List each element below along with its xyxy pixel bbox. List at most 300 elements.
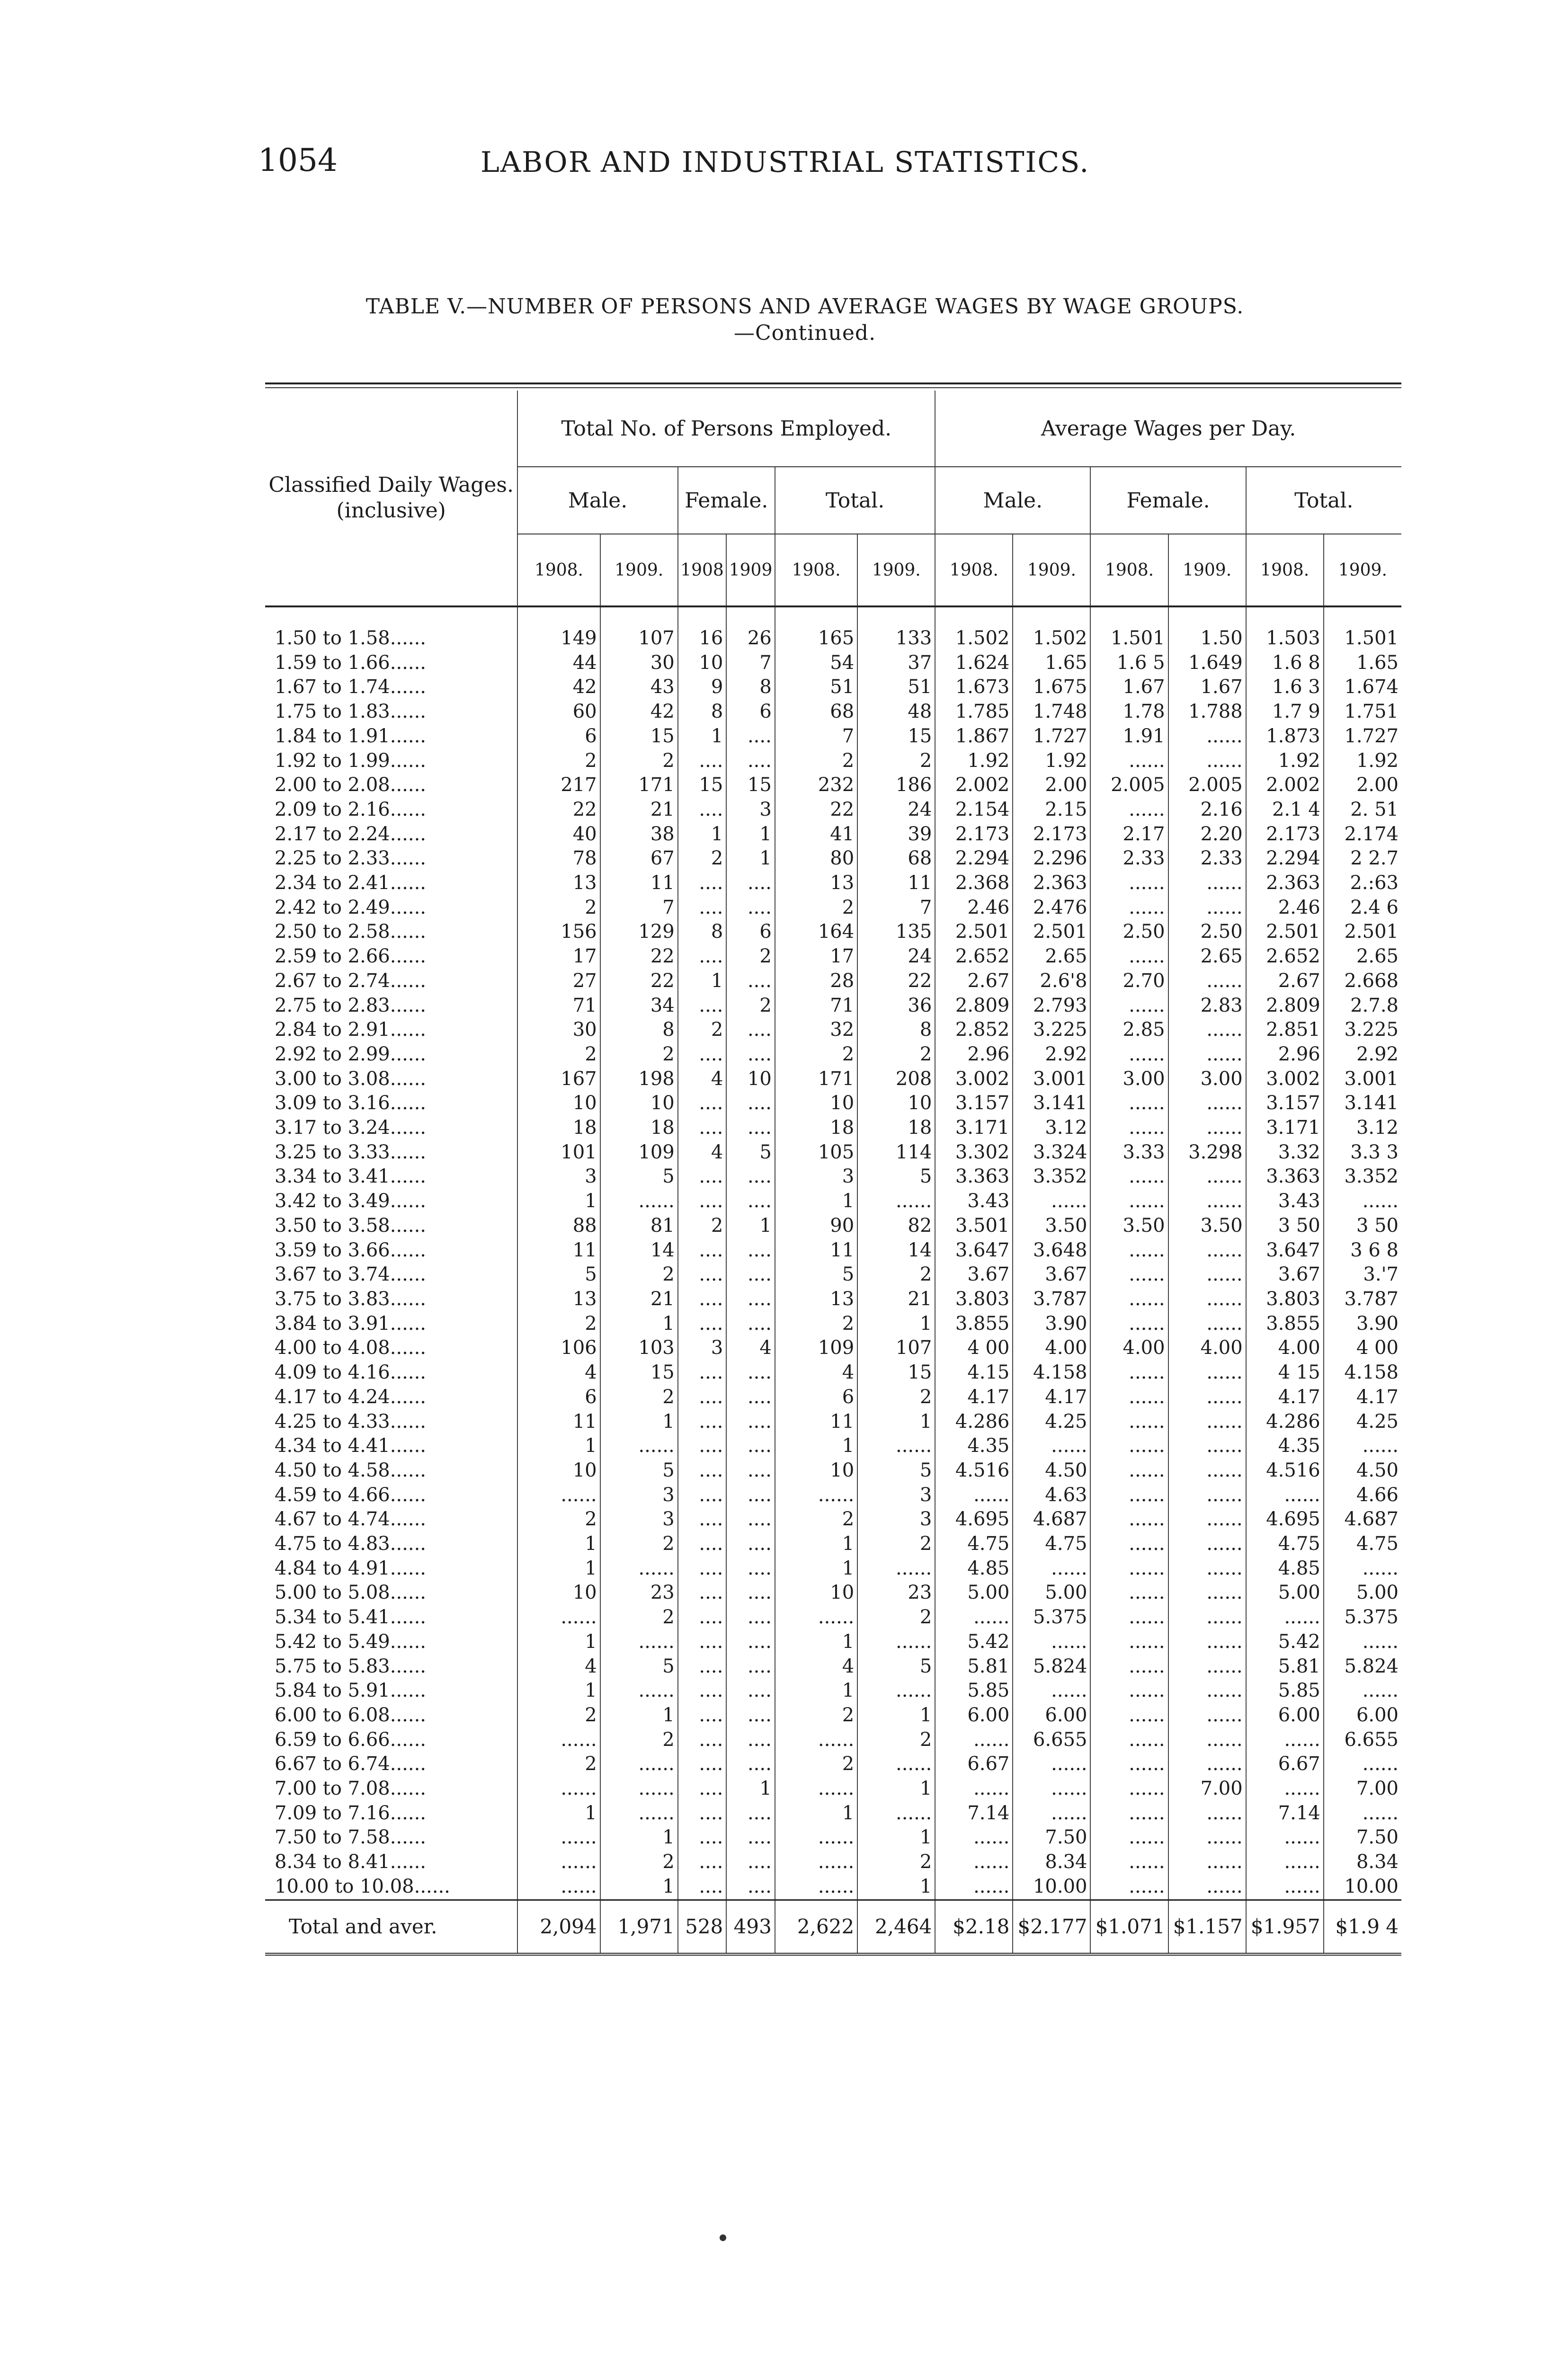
persons-cell: 2 — [857, 1042, 935, 1067]
persons-cell: 32 — [775, 1018, 857, 1042]
persons-cell: .... — [678, 1752, 727, 1777]
wage-cell: ...... — [1090, 1655, 1168, 1679]
wage-cell: ...... — [1168, 1018, 1246, 1042]
table-row — [265, 896, 1401, 920]
wage-cell: 1.6 8 — [1246, 651, 1324, 676]
persons-cell: 1 — [775, 1801, 857, 1826]
table-row — [265, 749, 1401, 774]
wage-cell: ...... — [1168, 1850, 1246, 1875]
wage-cell: ...... — [1246, 1605, 1324, 1630]
table-row — [265, 1679, 1401, 1703]
persons-cell: .... — [726, 1875, 775, 1900]
bottom-dot — [720, 2234, 726, 2241]
persons-cell: 1 — [600, 1703, 678, 1728]
wage-cell: 2.92 — [1013, 1042, 1090, 1067]
wage-cell: ...... — [935, 1875, 1013, 1900]
persons-cell: 27 — [517, 969, 600, 994]
wage-cell: 6.67 — [1246, 1752, 1324, 1777]
persons-cell: ...... — [775, 1875, 857, 1900]
persons-cell: .... — [678, 1728, 727, 1753]
table-row — [265, 1091, 1401, 1116]
wage-cell: ...... — [1090, 749, 1168, 774]
persons-cell: .... — [726, 1042, 775, 1067]
wage-cell: ...... — [1168, 1532, 1246, 1557]
wage-cell: 2.174 — [1324, 822, 1401, 847]
wage-cell: 2.002 — [935, 773, 1013, 798]
total-cell: 2,094 — [517, 1900, 600, 1954]
table-row — [265, 1655, 1401, 1679]
persons-cell: 156 — [517, 920, 600, 944]
wage-cell: ...... — [1090, 944, 1168, 969]
wage-range-label: 5.34 to 5.41...... — [275, 1606, 426, 1628]
wage-range-label: 2.50 to 2.58...... — [275, 921, 426, 943]
wage-cell: 2.17 — [1090, 822, 1168, 847]
persons-cell: .... — [726, 1165, 775, 1189]
wage-cell: 5.85 — [935, 1679, 1013, 1703]
year-header: 1909. — [1013, 534, 1090, 606]
wage-cell: 2.363 — [1013, 871, 1090, 896]
total-cell: $2.177 — [1013, 1900, 1090, 1954]
persons-cell: 11 — [775, 1410, 857, 1434]
persons-cell: 5 — [600, 1655, 678, 1679]
wage-cell: 3.157 — [935, 1091, 1013, 1116]
persons-cell: 22 — [857, 969, 935, 994]
persons-cell: 2 — [600, 1042, 678, 1067]
wage-range-label: 2.17 to 2.24...... — [275, 823, 426, 845]
persons-cell: 2 — [517, 749, 600, 774]
persons-cell: ...... — [600, 1434, 678, 1459]
wage-cell: 2.173 — [1013, 822, 1090, 847]
wage-cell: ...... — [1090, 1459, 1168, 1483]
persons-cell: 4 — [517, 1361, 600, 1385]
group-header-persons: Total No. of Persons Employed. — [517, 391, 935, 467]
persons-cell: 80 — [775, 846, 857, 871]
persons-cell: .... — [678, 944, 727, 969]
persons-cell: 15 — [726, 773, 775, 798]
persons-cell: 10 — [678, 651, 727, 676]
persons-cell: .... — [726, 724, 775, 749]
persons-cell: 2 — [775, 749, 857, 774]
persons-cell: 13 — [775, 1287, 857, 1312]
persons-cell: .... — [678, 1507, 727, 1532]
wage-cell: 2.00 — [1324, 773, 1401, 798]
year-header: 1908. — [775, 534, 857, 606]
year-header: 1909. — [1324, 534, 1401, 606]
wage-cell: 2.501 — [1324, 920, 1401, 944]
wage-cell: 1.751 — [1324, 700, 1401, 724]
table-row — [265, 1581, 1401, 1605]
wage-cell: ...... — [1090, 1165, 1168, 1189]
wage-cell: ...... — [1090, 1263, 1168, 1287]
persons-cell: .... — [678, 1116, 727, 1140]
wage-cell: ...... — [1168, 969, 1246, 994]
wage-cell: ...... — [1324, 1630, 1401, 1655]
wage-cell: 2.67 — [935, 969, 1013, 994]
wage-cell: ...... — [1246, 1483, 1324, 1508]
persons-cell: 1 — [857, 1777, 935, 1801]
persons-cell: 2 — [857, 1605, 935, 1630]
table-row — [265, 846, 1401, 871]
persons-cell: 42 — [517, 675, 600, 700]
persons-cell: 4 — [775, 1655, 857, 1679]
wage-cell: 4.25 — [1324, 1410, 1401, 1434]
persons-cell: ...... — [857, 1752, 935, 1777]
persons-cell: 3 — [857, 1483, 935, 1508]
wage-cell: 4.158 — [1324, 1361, 1401, 1385]
wage-cell: 2.501 — [1246, 920, 1324, 944]
wage-cell: ...... — [1246, 1728, 1324, 1753]
wage-cell: 3 50 — [1324, 1214, 1401, 1238]
wage-cell: 3.225 — [1324, 1018, 1401, 1042]
persons-cell: 10 — [775, 1581, 857, 1605]
wage-cell: 4.516 — [935, 1459, 1013, 1483]
persons-cell: 10 — [857, 1091, 935, 1116]
wage-cell: 10.00 — [1013, 1875, 1090, 1900]
persons-cell: 103 — [600, 1336, 678, 1361]
total-cell: $1.957 — [1246, 1900, 1324, 1954]
wage-cell: 3.67 — [1246, 1263, 1324, 1287]
wage-cell: ...... — [1090, 1483, 1168, 1508]
table-row — [265, 1312, 1401, 1336]
persons-cell: .... — [678, 871, 727, 896]
wage-cell: 4.286 — [1246, 1410, 1324, 1434]
year-header: 1908. — [1246, 534, 1324, 606]
wage-cell: 1.649 — [1168, 651, 1246, 676]
persons-cell: 1 — [600, 1875, 678, 1900]
persons-cell: ...... — [517, 1850, 600, 1875]
wage-cell: 1.748 — [1013, 700, 1090, 724]
persons-cell: 1 — [517, 1801, 600, 1826]
wage-cell: 2.501 — [935, 920, 1013, 944]
wage-cell: 3.67 — [1013, 1263, 1090, 1287]
persons-cell: .... — [678, 1263, 727, 1287]
wage-cell: ...... — [1168, 1679, 1246, 1703]
wage-cell: 3 50 — [1246, 1214, 1324, 1238]
persons-cell: 6 — [726, 700, 775, 724]
wage-cell: 5.00 — [1324, 1581, 1401, 1605]
wage-range-label: 3.09 to 3.16...... — [275, 1092, 426, 1114]
persons-cell: 106 — [517, 1336, 600, 1361]
persons-cell: .... — [678, 1189, 727, 1214]
wage-range-label: 3.59 to 3.66...... — [275, 1239, 426, 1261]
persons-cell: .... — [678, 1801, 727, 1826]
year-header: 1909. — [600, 534, 678, 606]
wage-cell: ...... — [1090, 1361, 1168, 1385]
wage-cell: 3.43 — [1246, 1189, 1324, 1214]
wage-cell: ...... — [1324, 1752, 1401, 1777]
persons-cell: 1 — [857, 1703, 935, 1728]
persons-cell: 1 — [775, 1434, 857, 1459]
persons-cell: 48 — [857, 700, 935, 724]
wage-cell: ...... — [1324, 1801, 1401, 1826]
persons-cell: 44 — [517, 651, 600, 676]
persons-cell: 105 — [775, 1140, 857, 1165]
wage-cell: ...... — [935, 1825, 1013, 1850]
persons-cell: .... — [726, 1361, 775, 1385]
wage-cell: ...... — [1168, 1434, 1246, 1459]
persons-cell: .... — [678, 1042, 727, 1067]
wage-cell: 3.'7 — [1324, 1263, 1401, 1287]
persons-cell: 23 — [600, 1581, 678, 1605]
persons-cell: 30 — [517, 1018, 600, 1042]
wage-cell: ...... — [1168, 1728, 1246, 1753]
persons-cell: 8 — [678, 920, 727, 944]
persons-cell: 109 — [775, 1336, 857, 1361]
wage-cell: ...... — [1090, 871, 1168, 896]
wage-range-label: 3.50 to 3.58...... — [275, 1214, 426, 1237]
total-cell: $1.157 — [1168, 1900, 1246, 1954]
wage-cell: 2.46 — [935, 896, 1013, 920]
persons-cell: 15 — [857, 1361, 935, 1385]
wage-cell: ...... — [1246, 1850, 1324, 1875]
table-row — [265, 606, 1401, 651]
persons-cell: 11 — [775, 1238, 857, 1263]
wage-cell: 8.34 — [1324, 1850, 1401, 1875]
wage-range-label: 1.75 to 1.83...... — [275, 701, 426, 723]
wage-cell: ...... — [1168, 1557, 1246, 1581]
persons-cell: 3 — [775, 1165, 857, 1189]
wage-cell: 3.647 — [1246, 1238, 1324, 1263]
wage-cell: ...... — [1168, 1361, 1246, 1385]
persons-cell: 51 — [857, 675, 935, 700]
wage-cell: ...... — [1324, 1189, 1401, 1214]
persons-cell: .... — [726, 1116, 775, 1140]
persons-cell: 1 — [857, 1410, 935, 1434]
persons-cell: 10 — [517, 1091, 600, 1116]
wage-range-label: 2.84 to 2.91...... — [275, 1019, 426, 1041]
persons-cell: 164 — [775, 920, 857, 944]
wage-cell: 2.793 — [1013, 994, 1090, 1018]
year-header: 1908. — [517, 534, 600, 606]
persons-cell: 217 — [517, 773, 600, 798]
wage-cell: ...... — [1168, 1263, 1246, 1287]
wage-cell: 2.002 — [1246, 773, 1324, 798]
persons-cell: 11 — [857, 871, 935, 896]
wage-range-label: 2.25 to 2.33...... — [275, 847, 426, 870]
wage-cell: ...... — [1168, 1385, 1246, 1410]
wage-cell: 4.17 — [935, 1385, 1013, 1410]
table-row — [265, 1140, 1401, 1165]
persons-cell: 21 — [600, 1287, 678, 1312]
wage-cell: ...... — [1168, 1312, 1246, 1336]
persons-cell: 198 — [600, 1067, 678, 1092]
wage-cell: 5.375 — [1324, 1605, 1401, 1630]
wage-cell: 1.501 — [1090, 606, 1168, 651]
persons-cell: 60 — [517, 700, 600, 724]
wage-cell: 1.502 — [1013, 606, 1090, 651]
persons-cell: 3 — [600, 1507, 678, 1532]
wage-range-label: 4.67 to 4.74...... — [275, 1508, 426, 1531]
persons-cell: 2 — [517, 1042, 600, 1067]
wage-cell: 6.00 — [1246, 1703, 1324, 1728]
persons-cell: 2 — [517, 896, 600, 920]
persons-cell: 1 — [600, 1312, 678, 1336]
sub-header-persons-male: Male. — [517, 467, 677, 534]
persons-cell: ...... — [517, 1875, 600, 1900]
persons-cell: .... — [678, 1777, 727, 1801]
wage-cell: ...... — [935, 1850, 1013, 1875]
persons-cell: 135 — [857, 920, 935, 944]
wage-cell: 5.85 — [1246, 1679, 1324, 1703]
wage-range-label: 3.75 to 3.83...... — [275, 1288, 426, 1310]
wage-cell: 3.803 — [1246, 1287, 1324, 1312]
wage-cell: 1.785 — [935, 700, 1013, 724]
wage-cell: ...... — [1168, 1605, 1246, 1630]
wage-cell: 2.363 — [1246, 871, 1324, 896]
wage-cell: 4.75 — [1246, 1532, 1324, 1557]
wage-range-label: 1.50 to 1.58...... — [275, 627, 426, 649]
wage-cell: 2.173 — [1246, 822, 1324, 847]
wage-cell: 2.85 — [1090, 1018, 1168, 1042]
persons-cell: .... — [678, 1703, 727, 1728]
stub-header: Classified Daily Wages. (inclusive) — [265, 391, 517, 606]
wage-cell: 2.96 — [1246, 1042, 1324, 1067]
table-row — [265, 1214, 1401, 1238]
wage-cell: 2.7.8 — [1324, 994, 1401, 1018]
table-row — [265, 1165, 1401, 1189]
persons-cell: 9 — [678, 675, 727, 700]
wage-cell: ...... — [1168, 1507, 1246, 1532]
persons-cell: 71 — [775, 994, 857, 1018]
wage-cell: 4.35 — [1246, 1434, 1324, 1459]
wage-cell: 5.00 — [1013, 1581, 1090, 1605]
persons-cell: 1 — [726, 846, 775, 871]
wage-cell: 1.67 — [1090, 675, 1168, 700]
wage-cell: ...... — [1013, 1679, 1090, 1703]
wage-cell: 3.647 — [935, 1238, 1013, 1263]
year-header: 1909. — [857, 534, 935, 606]
persons-cell: .... — [726, 1459, 775, 1483]
persons-cell: 2 — [678, 846, 727, 871]
wage-cell: 3.855 — [935, 1312, 1013, 1336]
wage-cell: 3.00 — [1168, 1067, 1246, 1092]
wage-cell: ...... — [1168, 724, 1246, 749]
persons-cell: 90 — [775, 1214, 857, 1238]
persons-cell: 37 — [857, 651, 935, 676]
persons-cell: .... — [678, 1850, 727, 1875]
wage-range-label: 3.25 to 3.33...... — [275, 1141, 426, 1163]
persons-cell: .... — [678, 798, 727, 822]
wage-range-label: 4.17 to 4.24...... — [275, 1386, 426, 1408]
table-row — [265, 1557, 1401, 1581]
wage-cell: 2.851 — [1246, 1018, 1324, 1042]
wage-cell: ...... — [1090, 1630, 1168, 1655]
wage-range-label: 1.92 to 1.99...... — [275, 749, 426, 772]
table-body — [265, 606, 1401, 1900]
wage-cell: 2.92 — [1324, 1042, 1401, 1067]
wage-cell: ...... — [935, 1605, 1013, 1630]
persons-cell: 3 — [678, 1336, 727, 1361]
persons-cell: 1 — [857, 1825, 935, 1850]
wage-cell: 2.4 6 — [1324, 896, 1401, 920]
persons-cell: 1 — [857, 1312, 935, 1336]
wage-cell: 2.368 — [935, 871, 1013, 896]
wage-cell: 6.00 — [1324, 1703, 1401, 1728]
persons-cell: .... — [726, 1091, 775, 1116]
wage-range-label: 4.34 to 4.41...... — [275, 1435, 426, 1457]
wage-cell: ...... — [935, 1728, 1013, 1753]
persons-cell: 2 — [678, 1214, 727, 1238]
wage-range-label: 4.75 to 4.83...... — [275, 1533, 426, 1555]
persons-cell: 1 — [775, 1679, 857, 1703]
wage-range-label: 4.84 to 4.91...... — [275, 1557, 426, 1579]
wage-cell: 5.00 — [1246, 1581, 1324, 1605]
wage-cell: 6.655 — [1324, 1728, 1401, 1753]
persons-cell: 54 — [775, 651, 857, 676]
persons-cell: 21 — [600, 798, 678, 822]
wage-cell: 1.6 3 — [1246, 675, 1324, 700]
persons-cell: 10 — [517, 1459, 600, 1483]
persons-cell: 2 — [600, 1728, 678, 1753]
table-row — [265, 700, 1401, 724]
persons-cell: 71 — [517, 994, 600, 1018]
persons-cell: 28 — [775, 969, 857, 994]
persons-cell: 1 — [775, 1630, 857, 1655]
table-row — [265, 1850, 1401, 1875]
persons-cell: 51 — [775, 675, 857, 700]
persons-cell: 2 — [775, 1507, 857, 1532]
persons-cell: 107 — [600, 606, 678, 651]
wage-cell: 2.16 — [1168, 798, 1246, 822]
wage-cell: 1.92 — [1324, 749, 1401, 774]
wage-cell: ...... — [1168, 1165, 1246, 1189]
wage-cell: 1.673 — [935, 675, 1013, 700]
persons-cell: ...... — [775, 1777, 857, 1801]
persons-cell: ...... — [600, 1752, 678, 1777]
year-header: 1908 — [678, 534, 727, 606]
wage-cell: ...... — [1090, 1091, 1168, 1116]
wage-cell: 2.652 — [1246, 944, 1324, 969]
persons-cell: 4 — [775, 1361, 857, 1385]
wage-cell: ...... — [1168, 1189, 1246, 1214]
sub-header-wages-male: Male. — [935, 467, 1090, 534]
persons-cell: 16 — [678, 606, 727, 651]
persons-cell: 165 — [775, 606, 857, 651]
wage-cell: 4.687 — [1324, 1507, 1401, 1532]
persons-cell: 133 — [857, 606, 935, 651]
persons-cell: .... — [726, 871, 775, 896]
wage-cell: 2.809 — [935, 994, 1013, 1018]
persons-cell: ...... — [600, 1801, 678, 1826]
persons-cell: .... — [726, 1825, 775, 1850]
persons-cell: 208 — [857, 1067, 935, 1092]
wage-cell: 3.855 — [1246, 1312, 1324, 1336]
persons-cell: 68 — [857, 846, 935, 871]
wage-cell: 5.81 — [1246, 1655, 1324, 1679]
persons-cell: .... — [726, 1679, 775, 1703]
wage-cell: ...... — [1168, 1581, 1246, 1605]
wage-cell: 3.001 — [1013, 1067, 1090, 1092]
table-row — [265, 969, 1401, 994]
wage-range-label: 3.84 to 3.91...... — [275, 1312, 426, 1335]
wage-cell: 3.352 — [1013, 1165, 1090, 1189]
table-row — [265, 1116, 1401, 1140]
wage-cell: 4 15 — [1246, 1361, 1324, 1385]
persons-cell: 8 — [678, 700, 727, 724]
wage-cell: ...... — [1168, 1116, 1246, 1140]
persons-cell: ...... — [517, 1825, 600, 1850]
table-row — [265, 651, 1401, 676]
wage-range-label: 4.25 to 4.33...... — [275, 1410, 426, 1433]
persons-cell: 3 — [600, 1483, 678, 1508]
wage-cell: ...... — [1246, 1825, 1324, 1850]
wage-cell: 3.141 — [1324, 1091, 1401, 1116]
persons-cell: 2 — [857, 1263, 935, 1287]
wage-cell: ...... — [1090, 1507, 1168, 1532]
table-row — [265, 675, 1401, 700]
persons-cell: .... — [678, 1165, 727, 1189]
total-cell: $1.9 4 — [1324, 1900, 1401, 1954]
